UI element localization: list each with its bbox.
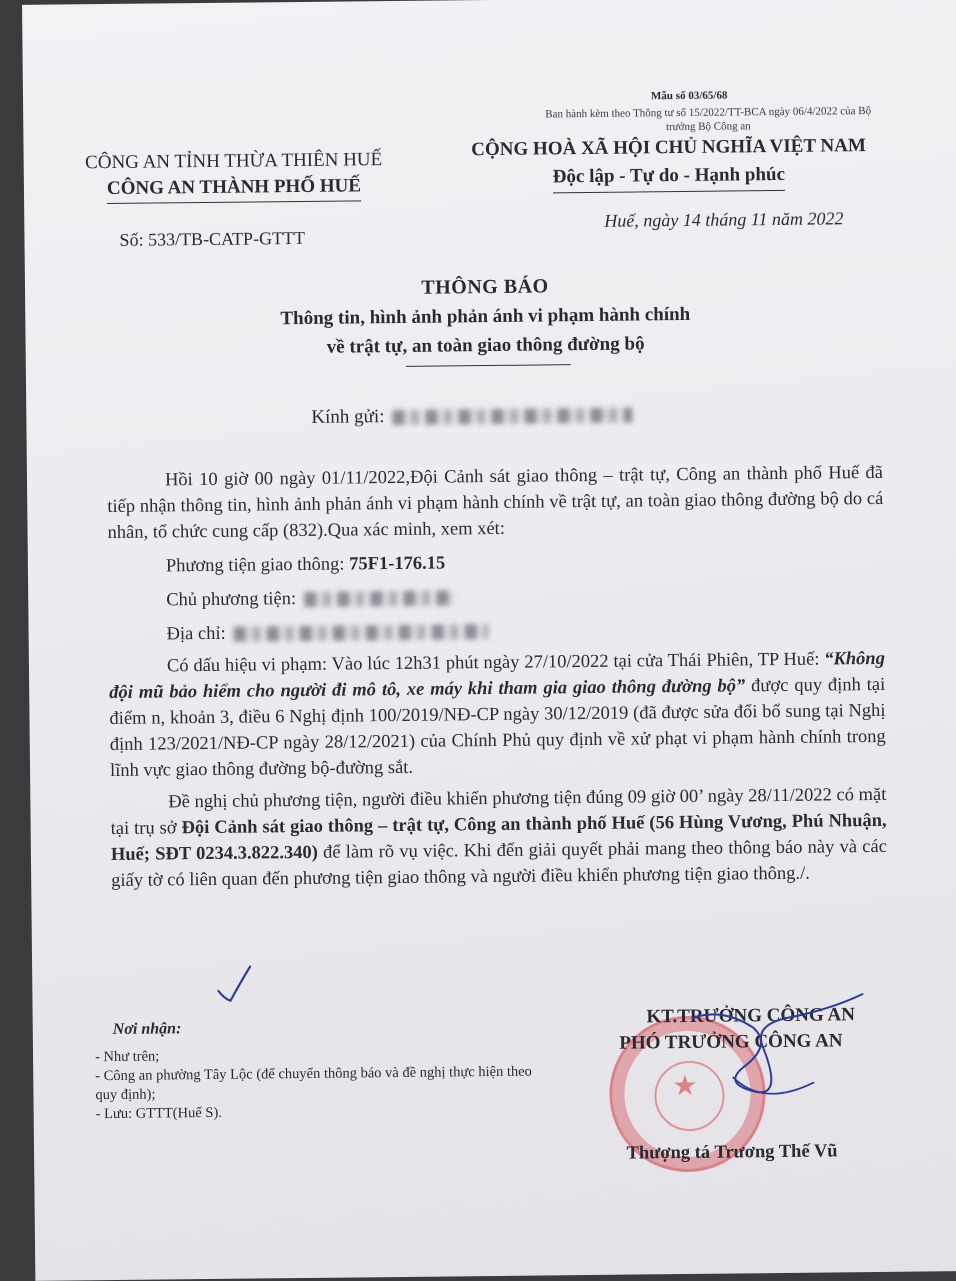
redacted-address (234, 624, 489, 642)
handwritten-signature (662, 986, 883, 1128)
star-icon: ★ (672, 1070, 698, 1103)
owner-label: Chủ phương tiện: (166, 589, 297, 611)
request-paragraph (110, 782, 887, 894)
signature-title-2: PHÓ TRƯỞNG CÔNG AN (619, 1030, 843, 1054)
signer-name: Thượng tá Trương Thế Vũ (626, 1141, 838, 1164)
violation-prefix: Có dấu hiệu vi phạm: Vào lúc 12h31 phút ngày 27/10/2022 tại cửa Thái Phiên, TP Huế: (166, 649, 825, 677)
title-line-2: về trật tự, an toàn giao thông đường bộ (326, 333, 645, 358)
recipients-list (95, 1044, 536, 1125)
place-date: Huế, ngày 14 tháng 11 năm 2022 (604, 208, 844, 231)
agency-header (44, 147, 425, 205)
recipient-label: Kính gửi: (311, 406, 385, 428)
request-prefix: Đề nghị chủ phương tiện, người điều khiển phương tiện đúng 09 giờ 00’ ngày 28/11/2022 có mặt tại trụ sở (110, 784, 887, 840)
owner-line (108, 580, 884, 614)
violation-paragraph (109, 646, 886, 784)
document-body (107, 460, 887, 894)
recipients-title: Nơi nhận: (112, 1020, 182, 1038)
redacted-recipient (392, 408, 632, 426)
document-number: Số: 533/TB-CATP-GTTT (119, 227, 306, 250)
address-label: Địa chỉ: (166, 623, 226, 645)
vehicle-label: Phương tiện giao thông: (165, 554, 350, 577)
form-issued-note: Ban hành kèm theo Thông tư số 15/2022/TT-BCA ngày 06/4/2022 của Bộ trưởng Bộ Công an (545, 105, 872, 134)
redacted-owner (304, 591, 454, 608)
recipient-item: - Công an phường Tây Lộc (để chuyển thông báo và đề nghị thực hiện theo quy định); (95, 1063, 532, 1104)
checkmark-icon (214, 963, 254, 1003)
request-office: Đội Cảnh sát giao thông – trật tự, Công an thành phố Huế (56 Hùng Vương, Phú Nhuận, Huế; SĐT 0234.3.822.340) (110, 810, 887, 866)
form-code: Mẫu số 03/65/68 (650, 89, 728, 103)
signature-title-1: KT.TRƯỞNG CÔNG AN (646, 1004, 855, 1028)
title-line-1: Thông tin, hình ảnh phản ánh vi phạm hành chính (280, 303, 691, 330)
nation-name: CỘNG HOÀ XÃ HỘI CHỦ NGHĨA VIỆT NAM (471, 135, 866, 161)
vehicle-plate: 75F1-176.15 (349, 553, 446, 575)
agency-name: CÔNG AN THÀNH PHỐ HUẾ (107, 173, 361, 204)
nation-header (433, 132, 904, 195)
title-underline (406, 364, 571, 367)
recipient-item: - Lưu: GTTT(Huế S). (95, 1104, 222, 1123)
agency-parent: CÔNG AN TỈNH THỪA THIÊN HUẾ (85, 149, 383, 174)
document-title (205, 270, 766, 363)
nation-motto: Độc lập - Tự do - Hạnh phúc (553, 161, 786, 193)
recipient-line (311, 404, 632, 429)
document-page (22, 0, 956, 1281)
request-suffix: để làm rõ vụ việc. Khi đến giải quyết phải mang theo thông báo này và các giấy tờ có liên quan đến phương tiện giao thông và người điều khiển phương tiện giao thông./. (111, 836, 887, 892)
title-main: THÔNG BÁO (421, 275, 549, 299)
intro-paragraph: Hồi 10 giờ 00 ngày 01/11/2022,Đội Cảnh sát giao thông – trật tự, Công an thành phố Huế đã tiếp nhận thông tin, hình ảnh phản ánh vi phạm hành chính về trật tự, an toàn giao thông đường bộ do cá nhân, tổ chức cung cấp (832).Qua xác minh, xem xét: (107, 462, 884, 544)
violation-suffix: được quy định tại điểm n, khoản 3, điều 6 Nghị định 100/2019/NĐ-CP ngày 30/12/2019 (đã được sửa đổi bổ sung tại Nghị định 123/2021/NĐ-CP ngày 28/12/2021) của Chính Phủ quy định về xử phạt vi phạm hành chính trong lĩnh vực giao thông đường bộ-đường sắt. (109, 674, 886, 782)
vehicle-line (108, 546, 884, 580)
recipient-item: - Như trên; (94, 1048, 160, 1066)
violation-quote: “Không đội mũ bảo hiểm cho người đi mô tô, xe máy khi tham gia giao thông đường bộ” (109, 648, 886, 704)
